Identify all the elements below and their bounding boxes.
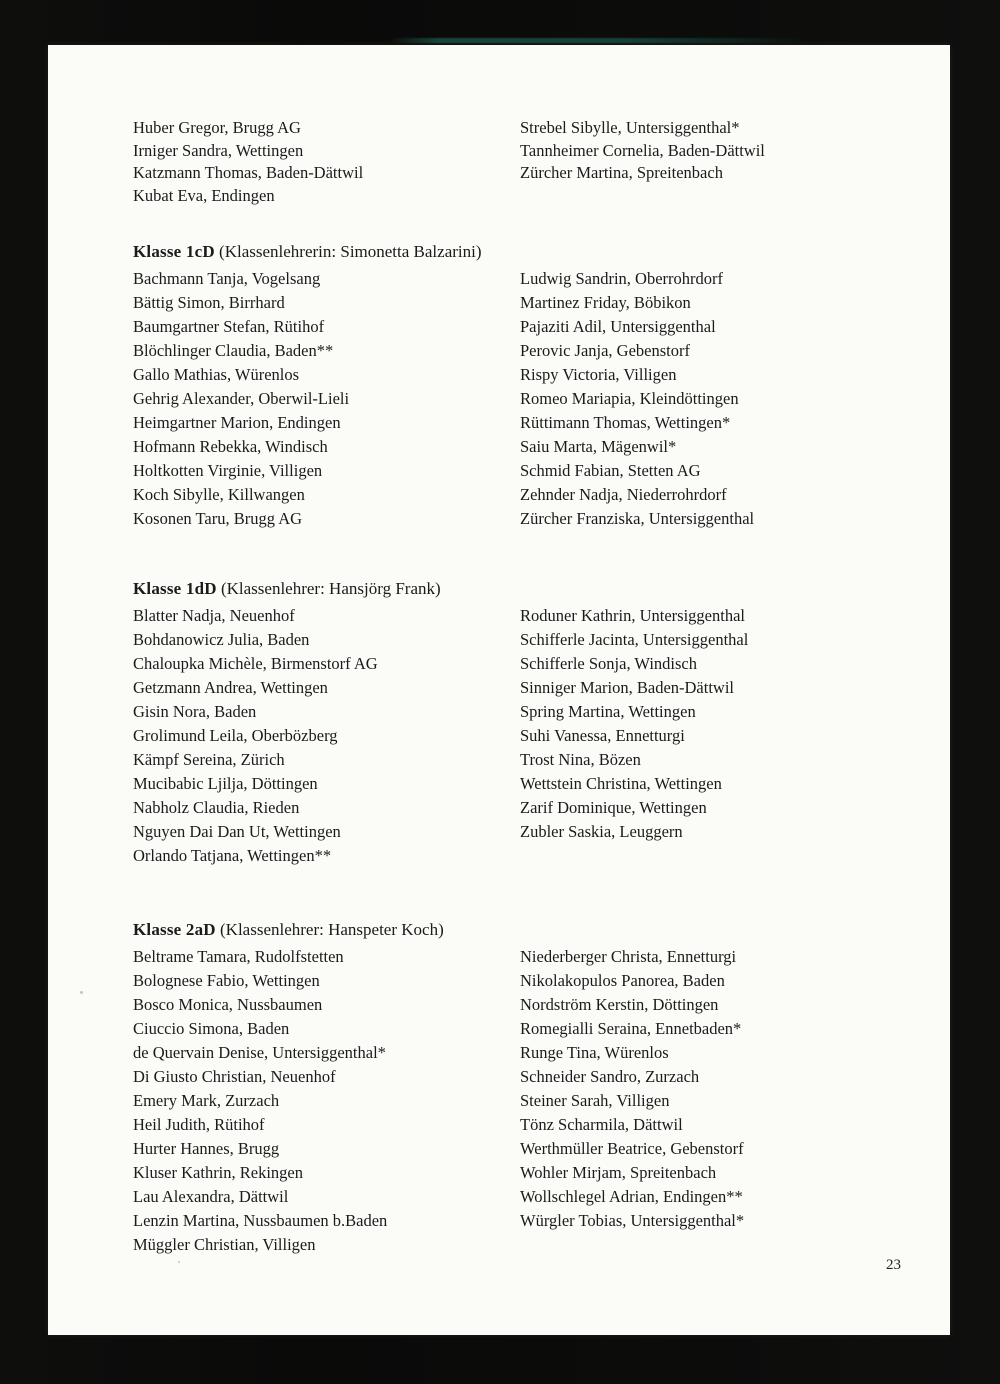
scan-artifact-line (388, 38, 813, 43)
class-section-columns (133, 267, 912, 531)
student-entry: Saiu Marta, Mägenwil* (520, 437, 677, 456)
student-entry: Irniger Sandra, Wettingen (133, 140, 304, 160)
student-entry: Werthmüller Beatrice, Gebenstorf (520, 1139, 744, 1158)
student-entry: Würgler Tobias, Untersiggenthal* (520, 1211, 745, 1230)
student-entry: Wettstein Christina, Wettingen (520, 774, 722, 793)
student-entry: Baumgartner Stefan, Rütihof (133, 317, 325, 336)
student-entry: Kluser Kathrin, Rekingen (133, 1163, 304, 1182)
student-entry: Chaloupka Michèle, Birmenstorf AG (133, 654, 378, 673)
teacher-note: (Klassenlehrer: Hansjörg Frank) (220, 579, 441, 598)
student-entry: Spring Martina, Wettingen (520, 702, 696, 721)
teacher-note: (Klassenlehrer: Hanspeter Koch) (220, 920, 444, 939)
class-section (133, 240, 912, 531)
student-entry: Bättig Simon, Birrhard (133, 293, 285, 312)
student-entry: Blatter Nadja, Neuenhof (133, 606, 295, 625)
continuation-right-column (520, 117, 912, 207)
student-entry: Hofmann Rebekka, Windisch (133, 437, 328, 456)
student-entry: Rüttimann Thomas, Wettingen* (520, 413, 731, 432)
student-entry: Romegialli Seraina, Ennetbaden* (520, 1019, 742, 1038)
student-entry: de Quervain Denise, Untersiggenthal* (133, 1043, 386, 1062)
class-right-column (520, 945, 912, 1257)
student-entry: Runge Tina, Würenlos (520, 1043, 669, 1062)
student-entry: Pajaziti Adil, Untersiggenthal (520, 317, 716, 336)
class-section-heading (133, 918, 912, 942)
student-entry: Nordström Kerstin, Döttingen (520, 995, 719, 1014)
student-entry: Gisin Nora, Baden (133, 702, 257, 721)
student-entry: Schifferle Jacinta, Untersiggenthal (520, 630, 749, 649)
student-entry: Di Giusto Christian, Neuenhof (133, 1067, 336, 1086)
scan-speck (80, 991, 83, 994)
student-entry: Holtkotten Virginie, Villigen (133, 461, 323, 480)
student-entry: Heimgartner Marion, Endingen (133, 413, 341, 432)
student-entry: Lenzin Martina, Nussbaumen b.Baden (133, 1211, 388, 1230)
student-entry: Zarif Dominique, Wettingen (520, 798, 707, 817)
student-entry: Beltrame Tamara, Rudolfstetten (133, 947, 344, 966)
student-entry: Kämpf Sereina, Zürich (133, 750, 285, 769)
student-entry: Bachmann Tanja, Vogelsang (133, 269, 321, 288)
student-entry: Koch Sibylle, Killwangen (133, 485, 305, 504)
class-right-column (520, 604, 912, 868)
student-entry: Niederberger Christa, Ennetturgi (520, 947, 737, 966)
student-entry: Blöchlinger Claudia, Baden** (133, 341, 334, 360)
class-section (133, 577, 912, 868)
student-entry: Müggler Christian, Villigen (133, 1235, 316, 1254)
student-entry: Steiner Sarah, Villigen (520, 1091, 670, 1110)
class-name: Klasse 1cD (133, 242, 215, 261)
student-entry: Zürcher Franziska, Untersiggenthal (520, 509, 755, 528)
student-entry: Bohdanowicz Julia, Baden (133, 630, 310, 649)
student-entry: Martinez Friday, Böbikon (520, 293, 691, 312)
class-section (133, 918, 912, 1257)
teacher-note: (Klassenlehrerin: Simonetta Balzarini) (219, 242, 482, 261)
student-entry: Nikolakopulos Panorea, Baden (520, 971, 725, 990)
student-entry: Zürcher Martina, Spreitenbach (520, 163, 723, 182)
student-entry: Katzmann Thomas, Baden-Dättwil (133, 163, 364, 182)
scan-speck (178, 1261, 180, 1263)
student-entry: Tannheimer Cornelia, Baden-Dättwil (520, 140, 765, 160)
student-entry: Kosonen Taru, Brugg AG (133, 509, 303, 528)
class-section-columns (133, 945, 912, 1257)
student-entry: Gehrig Alexander, Oberwil-Lieli (133, 389, 350, 408)
student-entry: Tönz Scharmila, Dättwil (520, 1115, 683, 1134)
student-entry: Strebel Sibylle, Untersiggenthal* (520, 118, 740, 137)
student-entry: Hurter Hannes, Brugg (133, 1139, 280, 1158)
student-entry: Ludwig Sandrin, Oberrohrdorf (520, 269, 723, 288)
student-entry: Schneider Sandro, Zurzach (520, 1067, 700, 1086)
document-page (48, 45, 950, 1335)
class-name: Klasse 2aD (133, 920, 216, 939)
student-entry: Lau Alexandra, Dättwil (133, 1187, 289, 1206)
class-section-columns (133, 604, 912, 868)
student-entry: Wollschlegel Adrian, Endingen** (520, 1187, 743, 1206)
student-entry: Bolognese Fabio, Wettingen (133, 971, 320, 990)
student-entry: Roduner Kathrin, Untersiggenthal (520, 606, 745, 625)
student-entry: Zubler Saskia, Leuggern (520, 822, 683, 841)
class-section-heading (133, 577, 912, 601)
student-entry: Heil Judith, Rütihof (133, 1115, 265, 1134)
student-entry: Trost Nina, Bözen (520, 750, 641, 769)
student-entry: Romeo Mariapia, Kleindöttingen (520, 389, 739, 408)
page-number: 23 (886, 1257, 901, 1273)
sections (133, 240, 912, 1257)
student-entry: Huber Gregor, Brugg AG (133, 118, 301, 137)
student-entry: Orlando Tatjana, Wettingen** (133, 846, 332, 865)
student-entry: Ciuccio Simona, Baden (133, 1019, 290, 1038)
student-entry: Nabholz Claudia, Rieden (133, 798, 300, 817)
student-entry: Wohler Mirjam, Spreitenbach (520, 1163, 717, 1182)
student-entry: Rispy Victoria, Villigen (520, 365, 677, 384)
page-content (133, 117, 912, 1257)
student-entry: Sinniger Marion, Baden-Dättwil (520, 678, 735, 697)
student-entry: Emery Mark, Zurzach (133, 1091, 280, 1110)
student-entry: Mucibabic Ljilja, Döttingen (133, 774, 318, 793)
student-entry: Suhi Vanessa, Ennetturgi (520, 726, 685, 745)
student-entry: Zehnder Nadja, Niederrohrdorf (520, 485, 727, 504)
class-right-column (520, 267, 912, 531)
class-left-column (133, 267, 520, 531)
student-entry: Gallo Mathias, Würenlos (133, 365, 300, 384)
class-name: Klasse 1dD (133, 579, 217, 598)
student-entry: Nguyen Dai Dan Ut, Wettingen (133, 822, 341, 841)
student-entry: Kubat Eva, Endingen (133, 185, 275, 205)
student-entry: Bosco Monica, Nussbaumen (133, 995, 323, 1014)
class-section-heading (133, 240, 912, 264)
student-entry: Getzmann Andrea, Wettingen (133, 678, 328, 697)
student-entry: Schifferle Sonja, Windisch (520, 654, 697, 673)
student-entry: Schmid Fabian, Stetten AG (520, 461, 701, 480)
class-left-column (133, 945, 520, 1257)
class-left-column (133, 604, 520, 868)
student-entry: Grolimund Leila, Oberbözberg (133, 726, 338, 745)
continuation-block (133, 117, 912, 207)
student-entry: Perovic Janja, Gebenstorf (520, 341, 690, 360)
continuation-left-column (133, 117, 520, 207)
